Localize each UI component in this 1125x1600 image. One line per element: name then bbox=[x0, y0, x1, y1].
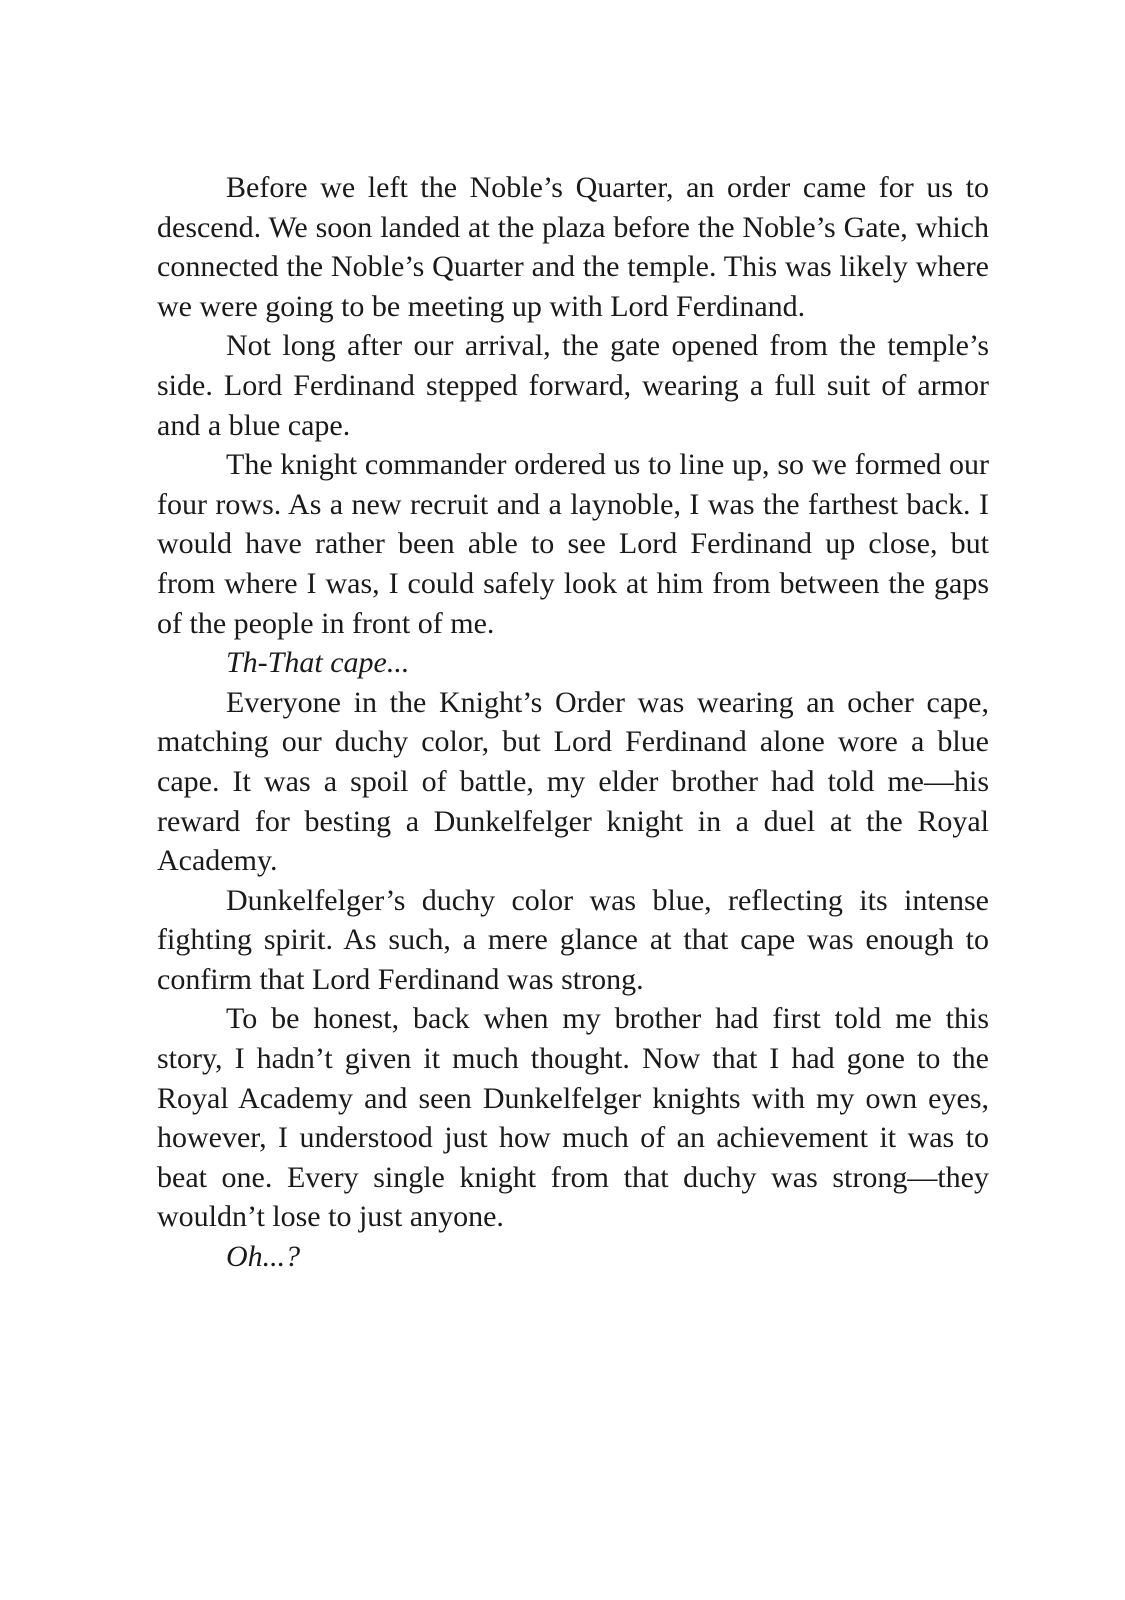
paragraph-4-thought: Th-That cape... bbox=[226, 646, 410, 680]
paragraph-3: The knight commander ordered us to line up, so we formed our four rows. As a new recruit and a laynoble, I was the farthest back. I would have rather been able to see Lord Ferdinand up close, but from where I was, I could safely look at him from between the gaps of the people in front of me. bbox=[157, 448, 989, 640]
paragraph-7: To be honest, back when my brother had first told me this story, I hadn’t given it much thought. Now that I had gone to the Royal Academy and seen Dunkelfelger knights with my own eyes, however, I understood just how much of an achievement it was to beat one. Every single knight from that duchy was strong—they wouldn’t lose to just anyone. bbox=[157, 1002, 989, 1234]
paragraph-1: Before we left the Noble’s Quarter, an order came for us to descend. We soon landed at the plaza before the Noble’s Gate, which connected the Noble’s Quarter and the temple. This was likely where we were going to be meeting up with Lord Ferdinand. bbox=[157, 171, 989, 323]
paragraph-5: Everyone in the Knight’s Order was wearing an ocher cape, matching our duchy color, but Lord Ferdinand alone wore a blue cape. It was a spoil of battle, my elder brother had told me—his reward for besting a Dunkelfelger knight in a duel at the Royal Academy. bbox=[157, 685, 989, 878]
body-text bbox=[157, 168, 989, 1277]
paragraph-6: Dunkelfelger’s duchy color was blue, reflecting its intense fighting spirit. As such, a mere glance at that cape was enough to confirm that Lord Ferdinand was strong. bbox=[157, 883, 989, 996]
paragraph-8-thought: Oh...? bbox=[226, 1240, 301, 1274]
paragraph-2: Not long after our arrival, the gate opened from the temple’s side. Lord Ferdinand stepped forward, wearing a full suit of armor and a blue cape. bbox=[157, 329, 989, 442]
